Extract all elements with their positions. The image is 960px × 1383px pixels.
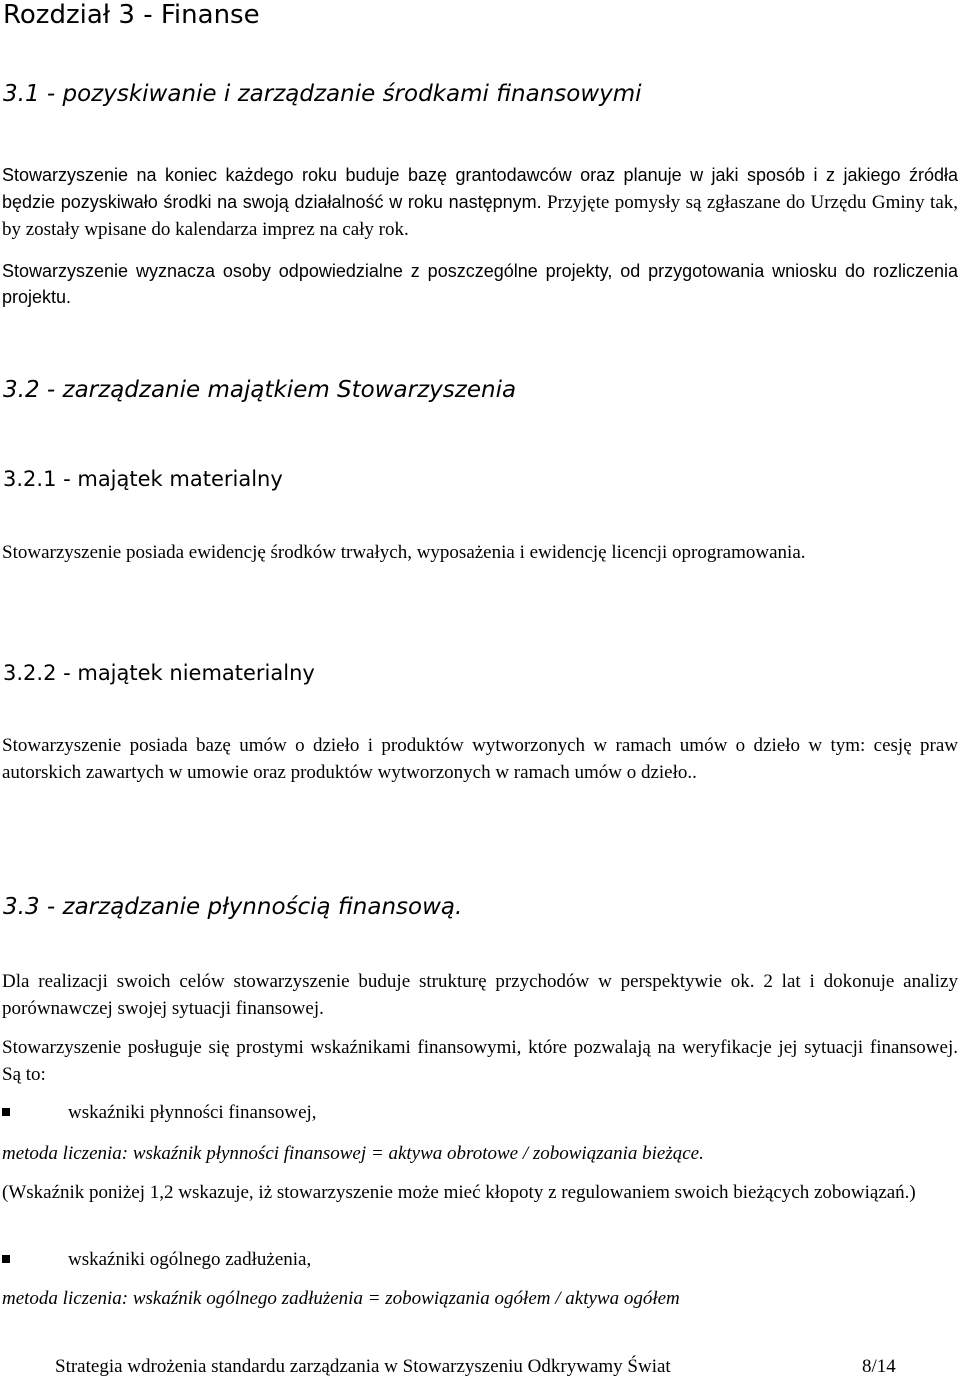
page-number: 8/14	[862, 1356, 896, 1377]
chapter-title: Rozdział 3 - Finanse	[3, 0, 260, 30]
bullet-item-label: wskaźniki płynności finansowej,	[68, 1102, 317, 1123]
section-3-3-paragraph-2: Stowarzyszenie posługuje się prostymi wskaźnikami finansowymi, które pozwalają na weryfikacje jej sytuacji finansowej. Są to:	[2, 1037, 958, 1085]
section-3-2-1-title: 3.2.1 - majątek materialny	[3, 467, 283, 491]
paragraph-1-part-b: Przyjęte pomysły są zgłaszane do Urzędu Gminy tak, by zostały wpisane do kalendarza imprez na cały rok.	[2, 192, 959, 240]
note-liquidity: (Wskaźnik poniżej 1,2 wskazuje, iż stowarzyszenie może mieć kłopoty z regulowaniem swoich bieżących zobowiązań.)	[2, 1182, 916, 1203]
formula-debt: metoda liczenia: wskaźnik ogólnego zadłużenia = zobowiązania ogółem / aktywa ogółem	[2, 1288, 680, 1309]
square-bullet-icon	[2, 1255, 10, 1263]
section-3-2-title: 3.2 - zarządzanie majątkiem Stowarzyszenia	[3, 377, 517, 403]
bullet-item-liquidity	[2, 1099, 317, 1126]
section-3-2-2-title: 3.2.2 - majątek niematerialny	[3, 661, 315, 685]
formula-liquidity: metoda liczenia: wskaźnik płynności finansowej = aktywa obrotowe / zobowiązania bieżące.	[2, 1143, 704, 1164]
footer-text: Strategia wdrożenia standardu zarządzania w Stowarzyszeniu Odkrywamy Świat	[55, 1356, 671, 1377]
section-3-3-title: 3.3 - zarządzanie płynnością finansową.	[3, 894, 463, 920]
bullet-item-label: wskaźniki ogólnego zadłużenia,	[68, 1249, 312, 1270]
paragraph-1-part-a: Stowarzyszenie na koniec każdego roku buduje bazę grantodawców oraz planuje w jaki sposób i z jakiego źródła będzie pozyskiwało środki na swoją działalność w roku następnym.	[2, 165, 958, 212]
section-3-3-paragraph-1: Dla realizacji swoich celów stowarzyszenie buduje strukturę przychodów w perspektywie ok. 2 lat i dokonuje analizy porównawczej swojej sytuacji finansowej.	[2, 971, 958, 1019]
bullet-item-debt	[2, 1246, 311, 1273]
section-3-1-title: 3.1 - pozyskiwanie i zarządzanie środkami finansowymi	[3, 81, 642, 107]
section-3-1-paragraph-2: Stowarzyszenie wyznacza osoby odpowiedzialne z poszczególne projekty, od przygotowania wniosku do rozliczenia projektu.	[2, 261, 958, 307]
square-bullet-icon	[2, 1108, 10, 1116]
section-3-2-2-text: Stowarzyszenie posiada bazę umów o dzieło i produktów wytworzonych w ramach umów o dzieło w tym: cesję praw autorskich zawartych w umowie oraz produktów wytworzonych w ramach umów o dzieło..	[2, 735, 958, 783]
section-3-2-1-text: Stowarzyszenie posiada ewidencję środków trwałych, wyposażenia i ewidencję licencji oprogramowania.	[2, 542, 806, 563]
section-3-1-paragraph-1	[2, 162, 958, 243]
